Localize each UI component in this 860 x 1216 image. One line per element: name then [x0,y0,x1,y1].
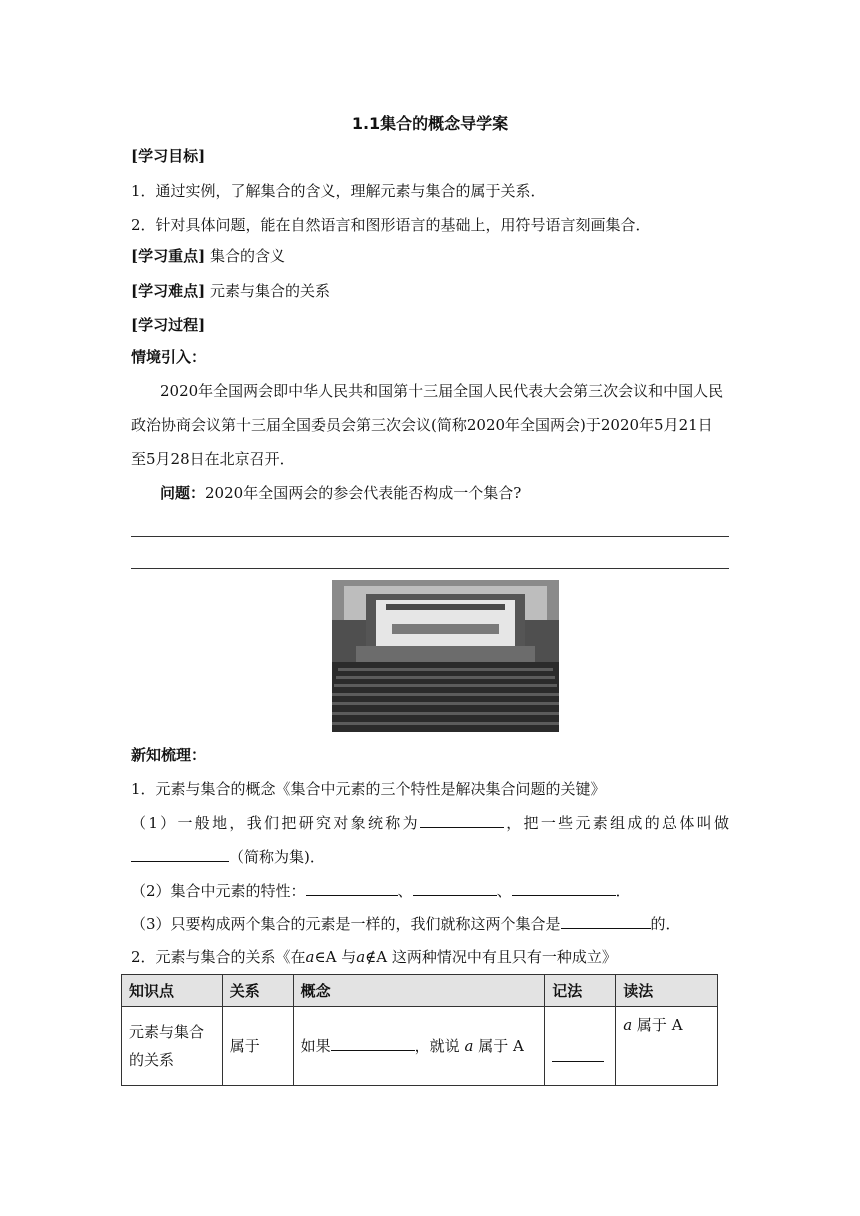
reading-text: 属于 A [636,1016,683,1034]
blank-element-term [420,813,504,828]
review-item-2 [131,947,617,967]
sub1-text-a: （1）一般地，我们把研究对象统称为 [131,814,420,832]
sub3-text-b: 的． [650,915,681,933]
cell-topic [122,1007,223,1086]
blank-equal-sets [561,914,651,929]
topic-line-2: 的关系 [129,1051,175,1069]
header-reading: 读法 [616,975,718,1007]
reading-var: a [623,1016,633,1034]
cell-relation: 属于 [222,1007,293,1086]
blank-property-3 [512,881,616,896]
question-text: 2020年全国两会的参会代表能否构成一个集合? [205,484,522,502]
sub2-sep-2: 、 [496,882,512,900]
difficult-point-text: 元素与集合的关系 [209,282,330,300]
header-notation: 记法 [545,975,616,1007]
question-label: 问题： [160,484,206,502]
sub2-text-end: ． [615,882,631,900]
concept-text-a: 如果 [300,1037,331,1055]
blank-set-term [131,847,229,862]
process-heading: [学习过程] [131,316,206,334]
item2-var-1: a [305,948,315,966]
item2-text-b: ∈A 与 [314,948,357,966]
goals-heading: [学习目标] [131,147,206,165]
concept-var: a [464,1037,474,1055]
intro-heading: 情境引入： [131,348,207,366]
header-topic: 知识点 [122,975,223,1007]
review-sub-2 [131,881,631,901]
key-point-text: 集合的含义 [209,247,285,265]
difficult-point-label: [学习难点] [131,282,206,300]
review-item-1: 1．元素与集合的概念《集合中元素的三个特性是解决集合问题的关键》 [131,780,606,798]
blank-property-2 [413,881,497,896]
sub1-text-b: ，把一些元素组成的总体叫做 [503,814,729,832]
cell-notation [545,1007,616,1086]
table-row [122,1007,718,1086]
goal-item-1: 1．通过实例，了解集合的含义，理解元素与集合的属于关系． [131,182,546,200]
sub2-sep-1: 、 [397,882,413,900]
cell-reading [616,1007,718,1086]
table-header-row [122,975,718,1007]
blank-notation [552,1047,604,1062]
relation-table [121,974,718,1086]
review-sub-1-cont [131,847,325,867]
item2-text-a: 2．元素与集合的关系《在 [131,948,306,966]
congress-hall-photo [332,580,559,732]
item2-text-c: ∉A 这两种情况中有且只有一种成立》 [365,948,617,966]
blank-concept [331,1036,415,1051]
intro-paragraph-line-3: 至5月28日在北京召开． [131,450,295,468]
goal-item-2: 2．针对具体问题，能在自然语言和图形语言的基础上，用符号语言刻画集合． [131,216,651,234]
sub3-text-a: （3）只要构成两个集合的元素是一样的，我们就称这两个集合是 [131,915,561,933]
topic-line-1: 元素与集合 [129,1023,205,1041]
header-concept: 概念 [293,975,545,1007]
key-point-label: [学习重点] [131,247,206,265]
answer-line-2 [131,568,729,569]
answer-line-1 [131,536,729,537]
item2-var-2: a [356,948,366,966]
intro-paragraph-line-2: 政治协商会议第十三届全国委员会第三次会议(简称2020年全国两会)于2020年5月21日 [131,416,713,434]
review-sub-1 [131,813,729,833]
review-heading: 新知梳理： [131,746,207,764]
cell-concept [293,1007,545,1086]
header-relation: 关系 [222,975,293,1007]
sub1-text-c: （简称为集)． [229,848,325,866]
blank-property-1 [306,881,398,896]
sub2-text-a: （2）集合中元素的特性： [131,882,306,900]
key-point-line [131,246,285,266]
intro-paragraph-line-1: 2020年全国两会即中华人民共和国第十三届全国人民代表大会第三次会议和中国人民 [160,382,724,400]
difficult-point-line [131,281,330,301]
review-sub-3 [131,914,681,934]
concept-text-c: 属于 A [478,1037,524,1055]
page-title: 1.1集合的概念导学案 [351,114,509,133]
concept-text-b: ，就说 [414,1037,460,1055]
intro-question [160,483,521,503]
